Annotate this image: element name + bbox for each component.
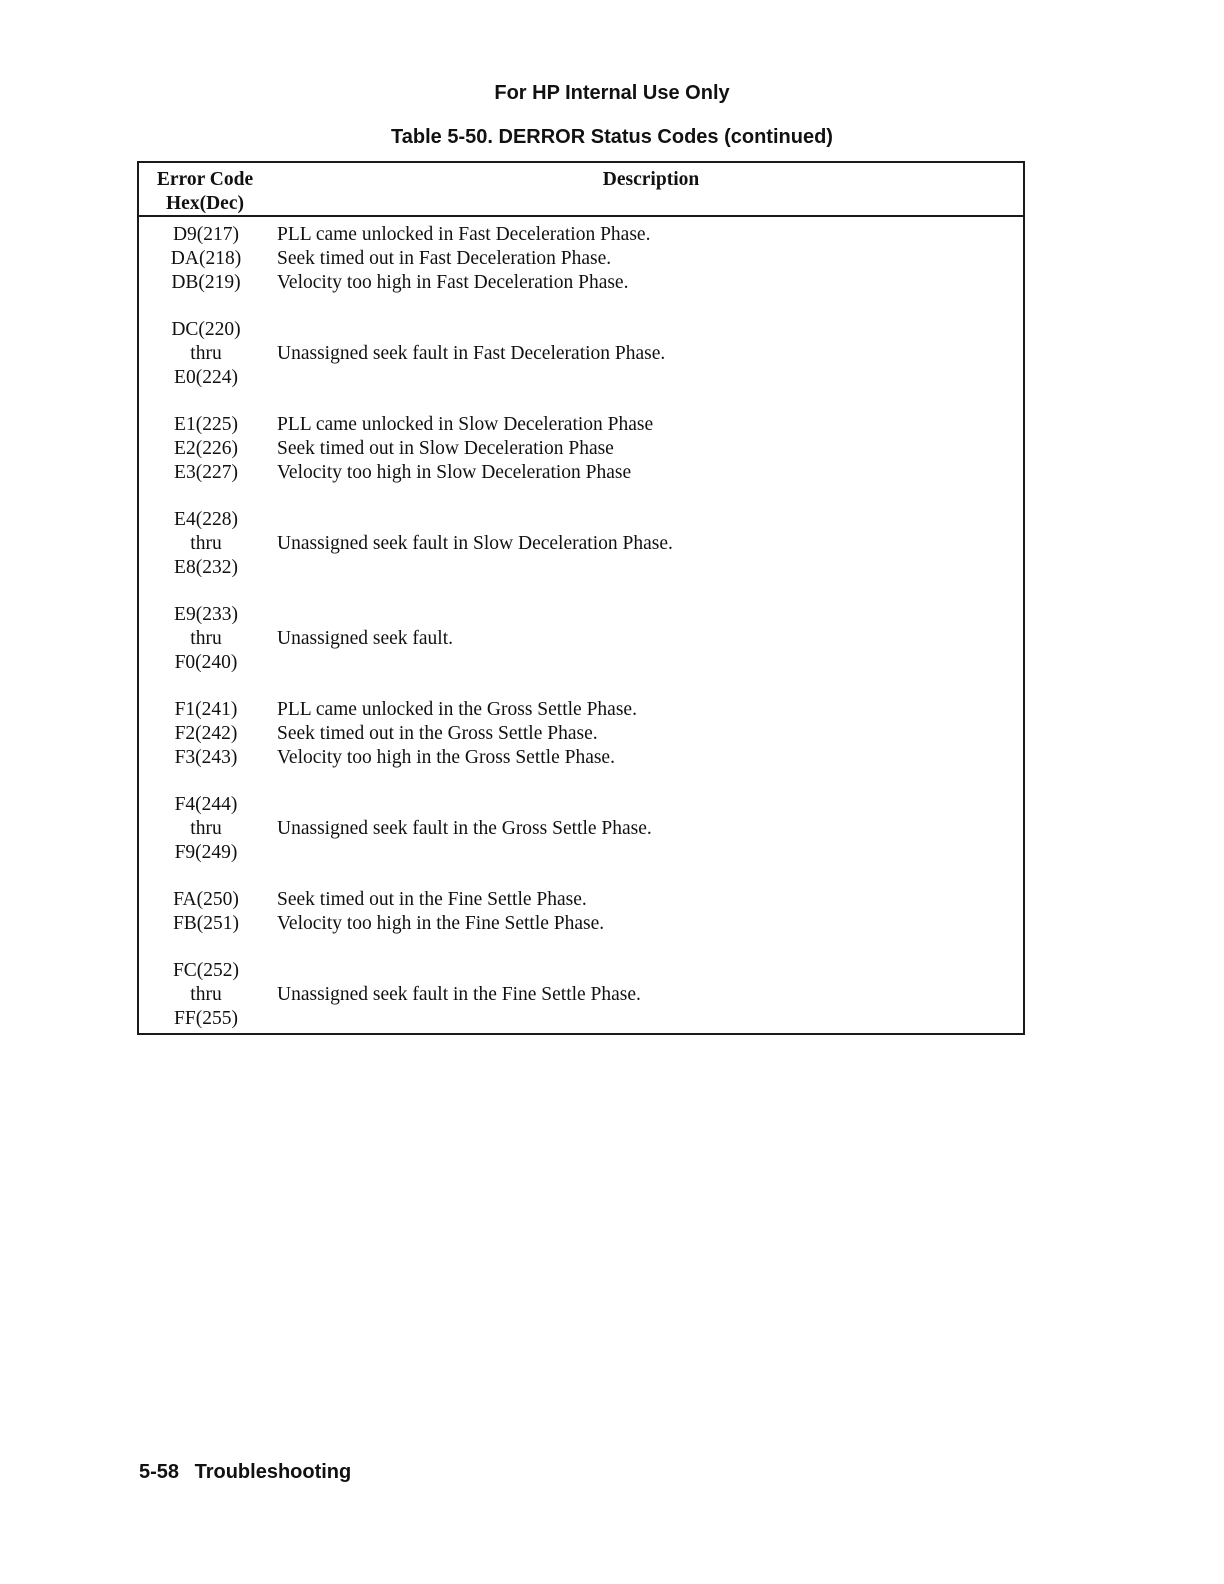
error-code-cell: D9(217) [172,224,240,245]
table-row [139,247,1023,271]
error-code-cell: FB(251) [172,913,240,934]
error-code-cell: E9(233) [174,604,238,625]
table-body [139,223,1023,1054]
description-cell: PLL came unlocked in the Gross Settle Phase. [277,699,637,720]
error-code-cell: F4(244) [174,794,238,815]
error-code-header-line1: Error Code [156,169,254,190]
section-name: Troubleshooting [194,1461,352,1483]
error-code-cell: F9(249) [174,842,238,863]
error-code-cell: E4(228) [174,509,238,530]
description-cell: Seek timed out in the Gross Settle Phase. [277,723,598,744]
table-row [139,366,1023,390]
table-row [139,271,1023,295]
error-code-header-line2: Hex(Dec) [166,193,244,214]
table-row-group [139,959,1023,1031]
error-code-column-header [143,168,267,216]
error-code-cell: E3(227) [174,462,238,483]
error-code-cell: DA(218) [170,248,242,269]
table-row-group [139,793,1023,865]
table-title: Table 5-50. DERROR Status Codes (continued) [391,126,833,148]
table-row [139,959,1023,983]
table-row [139,746,1023,770]
description-cell: Velocity too high in the Gross Settle Phase. [277,747,615,768]
table-row [139,912,1023,936]
table-row [139,603,1023,627]
error-code-cell: thru [190,533,222,554]
table-row [139,651,1023,675]
table-row [139,698,1023,722]
error-code-cell: F0(240) [174,652,238,673]
table-row [139,1007,1023,1031]
table-row [139,983,1023,1007]
error-code-cell: E0(224) [174,367,238,388]
description-column-header: Description [602,169,700,190]
error-code-cell: FA(250) [173,889,239,910]
description-cell: Velocity too high in the Fine Settle Phase. [277,913,605,934]
table-row-group [139,508,1023,580]
table-row [139,722,1023,746]
description-cell: Unassigned seek fault. [277,628,453,649]
table-header-row [139,163,1023,217]
table-row [139,223,1023,247]
error-code-cell: F2(242) [174,723,238,744]
table-row [139,508,1023,532]
table-row [139,888,1023,912]
description-cell: Seek timed out in the Fine Settle Phase. [277,889,587,910]
description-cell: Velocity too high in Slow Deceleration Phase [277,462,632,483]
error-code-cell: E2(226) [174,438,238,459]
error-code-cell: thru [190,628,222,649]
internal-use-notice: For HP Internal Use Only [494,82,730,104]
description-cell: Unassigned seek fault in the Gross Settle Phase. [277,818,652,839]
error-code-cell: FF(255) [174,1008,238,1029]
error-code-cell: DC(220) [171,319,241,340]
error-code-cell: thru [190,818,222,839]
description-cell: Seek timed out in Slow Deceleration Phase [277,438,614,459]
table-row [139,461,1023,485]
table-row-group [139,698,1023,770]
table-row-group [139,888,1023,936]
error-code-cell: thru [190,984,222,1005]
page-number: 5-58 [139,1461,180,1483]
table-row [139,817,1023,841]
error-code-cell: E1(225) [174,414,238,435]
table-row [139,532,1023,556]
error-code-cell: F3(243) [174,747,238,768]
error-code-cell: F1(241) [174,699,238,720]
page-footer [139,1461,351,1484]
description-cell: Unassigned seek fault in Slow Deceleration Phase. [277,533,673,554]
description-cell: Velocity too high in Fast Deceleration Phase. [277,272,629,293]
description-cell: Unassigned seek fault in the Fine Settle Phase. [277,984,641,1005]
error-code-cell: E8(232) [174,557,238,578]
description-cell: PLL came unlocked in Fast Deceleration Phase. [277,224,651,245]
table-row-group [139,223,1023,295]
table-row [139,318,1023,342]
description-cell: Seek timed out in Fast Deceleration Phase. [277,248,612,269]
table-row-group [139,318,1023,390]
table-row [139,437,1023,461]
table-row [139,793,1023,817]
table-row [139,556,1023,580]
table-row-group [139,603,1023,675]
description-cell: PLL came unlocked in Slow Deceleration Phase [277,414,654,435]
error-code-cell: FC(252) [172,960,240,981]
error-code-cell: thru [190,343,222,364]
table-row [139,413,1023,437]
table-row [139,627,1023,651]
table-row-group [139,413,1023,485]
status-codes-table [137,161,1025,1035]
description-cell: Unassigned seek fault in Fast Deceleration Phase. [277,343,666,364]
error-code-cell: DB(219) [171,272,241,293]
table-row [139,841,1023,865]
table-row [139,342,1023,366]
